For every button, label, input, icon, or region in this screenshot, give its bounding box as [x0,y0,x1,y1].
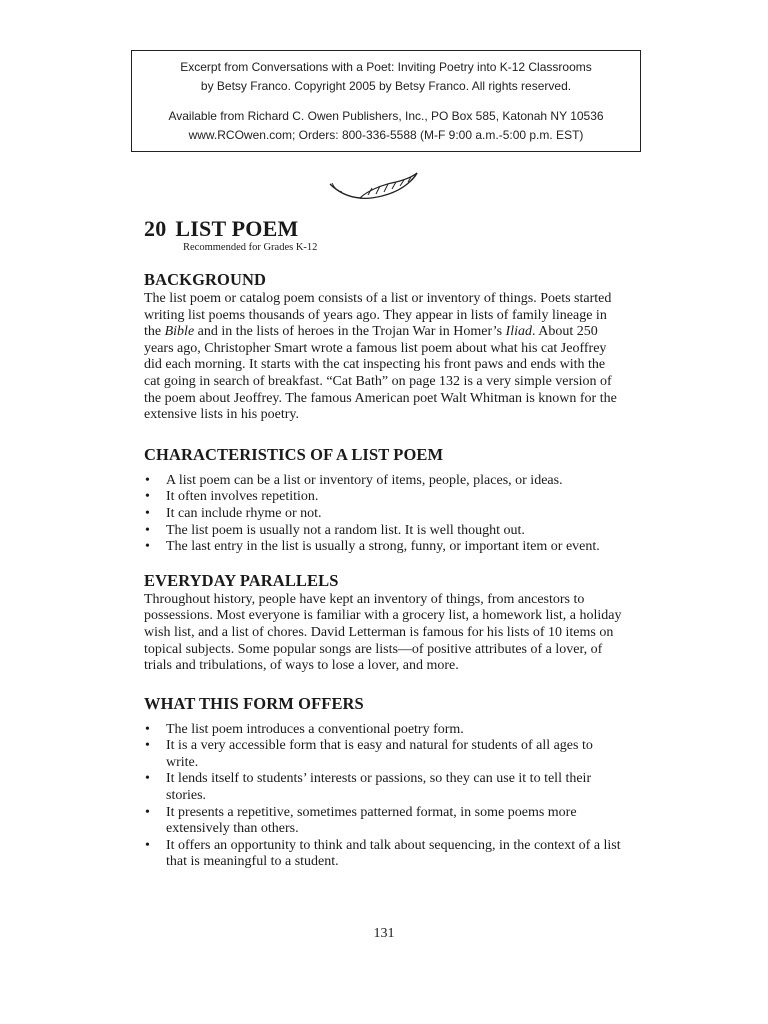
bible-title: Bible [164,324,195,340]
list-item: • It can include rhyme or not. [144,506,622,523]
characteristics-heading: CHARACTERISTICS OF A LIST POEM [144,444,444,464]
notice-line-4: www.RCOwen.com; Orders: 800-336-5588 (M-F 9:00 a.m.-5:00 p.m. EST) [188,128,584,142]
list-item: • The list poem is usually not a random list. It is well thought out. [144,523,622,540]
list-item: • A list poem can be a list or inventory of items, people, places, or ideas. [144,473,622,490]
characteristics-list [144,473,622,556]
list-item: • It presents a repetitive, sometimes patterned format, in some poems more extensively than others. [144,805,622,838]
copyright-notice-box [131,50,641,152]
list-item: • The list poem introduces a conventional poetry form. [144,722,622,739]
background-paragraph: The list poem or catalog poem consists of a list or inventory of things. Poets started writing list poems thousands of years ago. They appear in lists of family lineage in the Bible and in the lists of heroes in the Trojan War in Homer’s Iliad. About 250 years ago, Christopher Smart wrote a famous list poem about what his cat Jeoffrey did each morning. It starts with the cat inspecting his front paws and ends with the cat going in search of breakfast. “Cat Bath” on page 132 is a very simple version of the poem about Jeoffrey. The famous American poet Walt Whitman is known for the extensive lists in his poetry. [144,291,617,423]
page-number: 131 [373,926,395,941]
chapter-title [144,214,622,244]
grade-recommendation: Recommended for Grades K-12 [183,242,318,253]
notice-line-1: Excerpt from Conversations with a Poet: Inviting Poetry into K-12 Classrooms [180,60,592,74]
list-item: • It often involves repetition. [144,489,622,506]
list-item: • The last entry in the list is usually a strong, funny, or important item or event. [144,539,622,556]
main-content [144,214,622,871]
list-item: • It lends itself to students’ interests or passions, so they can use it to tell their stories. [144,771,622,804]
form-offers-heading: WHAT THIS FORM OFFERS [144,693,364,713]
quill-feather-icon [326,170,420,204]
everyday-parallels-paragraph: Throughout history, people have kept an inventory of things, from ancestors to possessions. Most everyone is familiar with a grocery list, a homework list, a holiday wish list, and a list of chores. David Letterman is famous for his lists of 10 items on topical subjects. Some popular songs are lists—of positive attributes of a lover, of trials and tribulations, of ways to lose a lover, and more. [144,591,622,674]
notice-line-3: Available from Richard C. Owen Publishers, Inc., PO Box 585, Katonah NY 10536 [168,109,604,123]
chapter-number: 20 [144,216,167,241]
chapter-title-text: LIST POEM [175,216,299,241]
list-item: • It is a very accessible form that is easy and natural for students of all ages to write. [144,738,622,771]
form-offers-list [144,722,622,871]
notice-line-2: by Betsy Franco. Copyright 2005 by Betsy Franco. All rights reserved. [200,79,572,93]
iliad-title: Iliad [505,324,532,340]
list-item: • It offers an opportunity to think and talk about sequencing, in the context of a list that is meaningful to a student. [144,838,622,871]
background-heading: BACKGROUND [144,270,267,289]
everyday-parallels-heading: EVERYDAY PARALLELS [144,570,339,590]
